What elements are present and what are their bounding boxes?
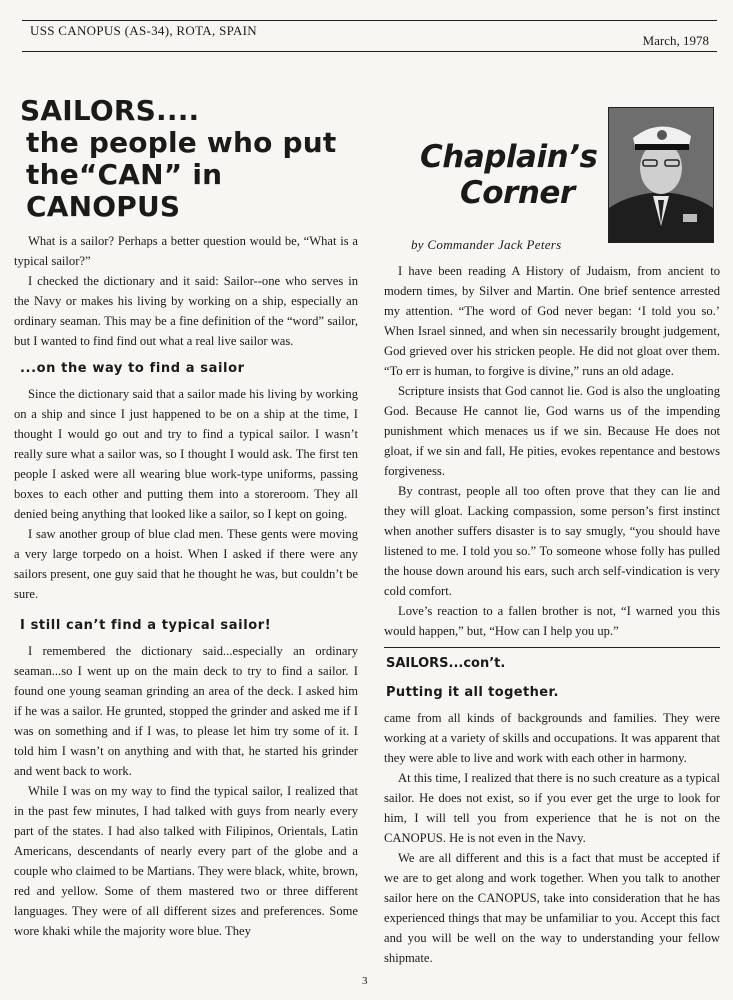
paragraph: Scripture insists that God cannot lie. God is also the ungloating God. Because He cannot lie, God warns us of the impending punishment which menaces us if we sin. Because He does not gloat, if we sin and fall, He pities, evokes repentance and bestows forgiveness. <box>384 384 720 478</box>
subhead-find-sailor: ...on the way to find a sailor <box>20 361 245 376</box>
chaplains-corner-title <box>420 139 597 211</box>
paragraph: I remembered the dictionary said...especially an ordinary seaman...so I went up on the main deck to try to find a sailor. I found one young seaman grinding an area of the deck. I asked him if he was a sailor. He grunted, stopped the grinder and asked me if I was on something and if I was, to please let him try some of it. I told him I wasn’t on anything and with that, he started his grinder and went back to work. <box>14 644 358 778</box>
byline: by Commander Jack Peters <box>411 237 562 252</box>
paragraph: I have been reading A History of Judaism, from ancient to modern times, by Silver and Martin. One brief sentence arrested my attention. “The word of God never began: ‘I told you so.’ When Israel sinned, and when sin necessarily brought judgement, God grieved over his stricken people. He did not gloat over them. “To err is human, to forgive is divine,” runs an old adage. <box>384 264 720 378</box>
masthead <box>22 20 717 52</box>
headline-line-3: the“CAN” in CANOPUS <box>26 158 223 223</box>
paragraph: Love’s reaction to a fallen brother is not, “I warned you this would happen,” but, “How can I help you up.” <box>384 604 720 638</box>
paragraph: I saw another group of blue clad men. These gents were moving a very large torpedo on a hoist. When I asked if there were any sailors present, one guy said that he thought he was, but couldn’t be sure. <box>14 527 358 601</box>
sailors-cont-label: SAILORS...con’t. <box>386 656 506 671</box>
masthead-ship: USS CANOPUS (AS-34), ROTA, SPAIN <box>30 23 257 38</box>
chaplain-portrait-photo <box>608 107 714 243</box>
paragraph: Since the dictionary said that a sailor made his living by working on a ship and since I just happened to be on a ship at the time, I thought I would go out and try to find a typical sailor. I wasn’t really sure what a sailor was, so I thought I would ask. The first ten people I asked were all wearing blue work-type uniforms, passing boxes to each other and putting them into a storeroom. They all denied being anything that looked like a sailor, so I kept on going. <box>14 387 358 521</box>
paragraph: By contrast, people all too often prove that they can lie and they will gloat. Lacking compassion, some person’s first instinct when another suffers disaster is to say smugly, “you should have listened to me. I told you so.” To someone whose folly has pulled the house down around his ears, such arch self-vindication is very cold comfort. <box>384 484 720 598</box>
paragraph: I checked the dictionary and it said: Sailor--one who serves in the Navy or makes his living by working on a ship, especially an ordinary seaman. This may be a fine definition of the “word” sailor, but I wanted to find find out what a real live sailor was. <box>14 274 358 348</box>
headline-line-1: SAILORS.... <box>20 94 200 127</box>
paragraph: came from all kinds of backgrounds and families. They were working at a variety of skills and occupations. It was apparent that they were able to live and work with each other in harmony. <box>384 711 720 765</box>
paragraph: What is a sailor? Perhaps a better question would be, “What is a typical sailor?” <box>14 234 358 268</box>
subhead-still-cant-find: I still can’t find a typical sailor! <box>20 618 272 633</box>
putting-it-together-subhead: Putting it all together. <box>386 685 559 700</box>
portrait-icon <box>609 108 713 242</box>
sailors-headline <box>20 95 358 223</box>
masthead-date: March, 1978 <box>642 33 709 48</box>
chaplains-corner-header <box>384 95 720 253</box>
headline-line-2: the people who put <box>26 126 337 159</box>
right-column <box>384 95 720 968</box>
chap-title-line-2: Corner <box>460 175 575 211</box>
divider <box>384 647 720 648</box>
paragraph: At this time, I realized that there is no such creature as a typical sailor. He does not exist, so if you ever get the urge to look for him, I will tell you from experience that he is not on the CANOPUS. He is not even in the Navy. <box>384 771 720 845</box>
paragraph: While I was on my way to find the typical sailor, I realized that in the past few minutes, I had talked with guys from nearly every part of the states. I had also talked with Filipinos, Orientals, Latin Americans, descendants of nearly every part of the globe and a couple who claimed to be Martians. They were black, white, brown, red and yellow. Some of them mastered two or three different languages. They were of all different sizes and preferences. Some wore khaki while the majority wore blue. They <box>14 784 358 938</box>
left-column <box>14 95 358 941</box>
page-number: 3 <box>362 975 368 987</box>
chap-title-line-1: Chaplain’s <box>420 139 598 175</box>
paragraph: We are all different and this is a fact that must be accepted if we are to get along and work together. When you talk to another sailor here on the CANOPUS, take into consideration that he has experienced things that may be unfamiliar to you. Accept this fact and you will be well on the way to understanding your fellow shipmate. <box>384 851 720 965</box>
